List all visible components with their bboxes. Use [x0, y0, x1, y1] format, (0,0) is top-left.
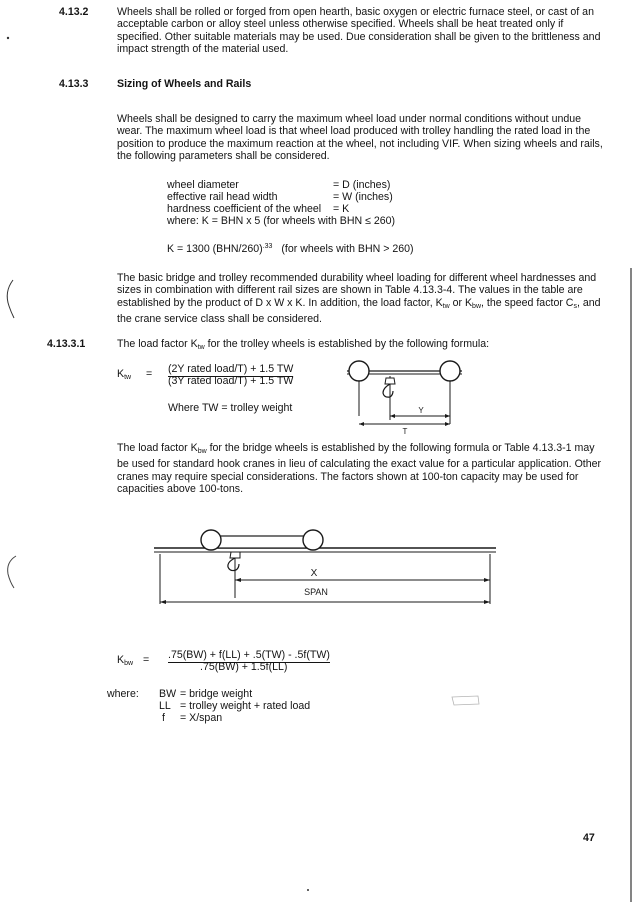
trolley-wheel-diagram [345, 360, 465, 436]
wheel-left [349, 361, 369, 381]
dot-mark [307, 889, 309, 891]
page-number: 47 [583, 832, 595, 844]
section-number-4-13-3: 4.13.3 [59, 78, 89, 90]
k-formula-exponent: .33 [262, 243, 273, 250]
def-text: = trolley weight + rated load [180, 700, 311, 712]
def-text: = X/span [180, 712, 223, 724]
text-line: be used for standard hook cranes in lieu of calculating the exact value for a particular application. Other [117, 458, 602, 471]
text-fragment: The load factor K [117, 338, 198, 350]
text-line: impact strength of the material used. [117, 43, 289, 56]
subscript: tw [442, 302, 450, 310]
load-factor-intro [117, 338, 489, 354]
equals-sign: = [143, 654, 150, 666]
equals-sign: = [146, 368, 153, 380]
param-value: = D (inches) [333, 179, 391, 191]
text-fragment: for the trolley wheels is established by the following formula: [207, 338, 490, 350]
text-fragment: The load factor K [117, 442, 198, 454]
section-number-4-13-2: 4.13.2 [59, 6, 89, 18]
text-line: wear. The maximum wheel load is that wheel load produced with trolley handling the rated load in the [117, 125, 591, 138]
section-heading: Sizing of Wheels and Rails [117, 78, 252, 90]
text-line: the following parameters shall be considered. [117, 150, 330, 163]
bracket-mark [8, 556, 16, 588]
def-symbol: f [162, 712, 165, 724]
text-fragment: or K [452, 296, 473, 309]
def-symbol: BW [159, 688, 177, 700]
k-formula-tail: (for wheels with BHN > 260) [281, 243, 414, 255]
subscript: tw [124, 374, 132, 381]
param-label: wheel diameter [167, 179, 239, 191]
text-fragment: established by the product of D x W x K. In addition, the load factor, K [117, 296, 443, 309]
trolley-wheel-left [201, 530, 221, 550]
section-number-4-13-3-1: 4.13.3.1 [47, 338, 86, 350]
faint-stamp-mark [452, 696, 479, 705]
ktw-denominator: (3Y rated load/T) + 1.5 TW [168, 375, 294, 387]
hook-block [385, 378, 395, 384]
trolley-wheel-right [303, 530, 323, 550]
k-letter: K [117, 654, 125, 666]
param-label: hardness coefficient of the wheel [167, 203, 322, 215]
kbw-numerator: .75(BW) + f(LL) + .5(TW) - .5f(TW) [168, 649, 330, 663]
hook-block [230, 552, 240, 558]
ktw-numerator: (2Y rated load/T) + 1.5 TW [168, 363, 293, 377]
subscript: bw [472, 302, 481, 310]
trolley-weight-def: Where TW = trolley weight [168, 402, 293, 414]
trolley-frame [205, 536, 319, 548]
span-label: SPAN [304, 587, 328, 597]
def-symbol: LL [159, 700, 171, 712]
text-fragment: for the bridge wheels is established by the following formula or Table 4.13.3-1 may [209, 442, 595, 454]
text-line: acceptable carbon or alloy steel unless otherwise specified. Wheels shall be heat treated only if [117, 18, 564, 31]
where-k-line: where: K = BHN x 5 (for wheels with BHN ≤ 260) [167, 215, 396, 227]
dot-mark [7, 37, 9, 39]
text-line: Wheels shall be rolled or forged from open hearth, basic oxygen or electric furnace steel, or cast of an [117, 6, 594, 18]
where-label: where: [107, 688, 139, 700]
text-line [117, 442, 601, 458]
text-line: specified. Other suitable materials may be used. Due consideration shall be given to the brittleness and [117, 30, 601, 43]
text-line: sizes in combination with different rail sizes are shown in Table 4.13.3-4. The values in the table are [117, 284, 583, 297]
def-text: = bridge weight [180, 688, 253, 700]
k-formula-main: K = 1300 (BHN/260) [167, 243, 263, 255]
text-line: The basic bridge and trolley recommended durability wheel loading for different wheel hardnesses and [117, 272, 597, 284]
wheel-right [440, 361, 460, 381]
y-label: Y [418, 406, 424, 415]
param-value: = K [333, 203, 350, 215]
t-label: T [402, 427, 408, 436]
hook-icon [383, 384, 393, 397]
bridge-wheel-paragraph [117, 442, 601, 496]
ktw-symbol [117, 368, 131, 384]
text-line: Wheels shall be designed to carry the maximum wheel load under normal conditions without undue [117, 113, 582, 125]
subscript: tw [197, 344, 205, 351]
subscript: s [573, 302, 577, 310]
text-line: capacities above 100-tons. [117, 483, 244, 496]
bracket-mark [7, 280, 14, 318]
text-fragment: , the speed factor C [481, 296, 574, 309]
text-line: the crane service class shall be considered. [117, 313, 322, 326]
text-line: position to produce the maximum reaction at the wheel, not including VIF. When sizing wheels and rails, [117, 137, 603, 150]
subscript: bw [197, 448, 207, 455]
kbw-symbol [117, 654, 133, 670]
k-letter: K [117, 368, 125, 380]
text-fragment: , and [576, 296, 601, 309]
subscript: bw [124, 660, 134, 667]
bridge-span-diagram [150, 522, 500, 614]
hook-icon [228, 558, 239, 571]
param-label: effective rail head width [167, 191, 278, 203]
param-value: = W (inches) [333, 191, 393, 203]
text-line: cranes may require special considerations. The factors shown at 100-ton capacity may be used for [117, 470, 579, 483]
x-label: X [310, 568, 318, 579]
kbw-denominator: .75(BW) + 1.5f(LL) [200, 661, 288, 673]
